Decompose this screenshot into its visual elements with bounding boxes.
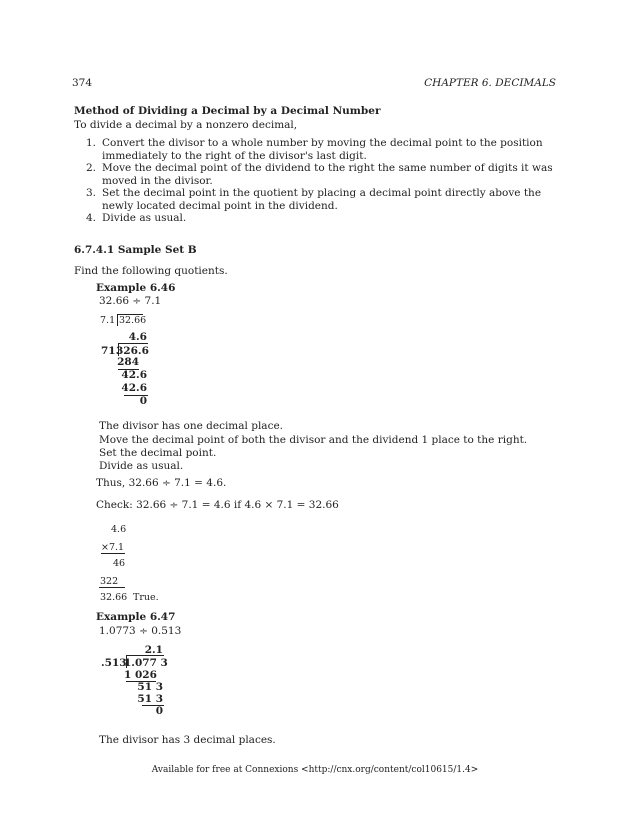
mult-b: ×7.1 xyxy=(101,542,125,553)
ex47-step2: 51 3 xyxy=(137,681,163,693)
method-step: 1. Convert the divisor to a whole number by moving the decimal point to the position immediately to the right of the divisor's last digit. xyxy=(85,137,543,162)
check-statement: Check: 32.66 ÷ 7.1 = 4.6 if 4.6 × 7.1 = 32.66 xyxy=(96,499,339,511)
example-46-title: Example 6.46 xyxy=(96,282,176,294)
note-line: Divide as usual. xyxy=(99,460,184,472)
note-line: The divisor has one decimal place. xyxy=(99,420,283,432)
mult-line2 xyxy=(99,587,125,588)
mult-p2: 322 xyxy=(100,576,119,587)
example-46-problem: 32.66 ÷ 7.1 xyxy=(99,295,162,307)
example-47-problem: 1.0773 ÷ 0.513 xyxy=(99,625,182,637)
ex47-step1: 1 026 xyxy=(124,669,157,681)
ex47-dividend: 1.077 3 xyxy=(124,657,168,669)
page-number: 374 xyxy=(72,77,93,89)
mult-p1: 46 xyxy=(113,558,126,569)
ex46-quotient: 4.6 xyxy=(128,331,147,343)
method-intro: To divide a decimal by a nonzero decimal, xyxy=(74,119,298,131)
method-step: 4. Divide as usual. xyxy=(85,212,187,224)
ex46-step2: 42.6 xyxy=(121,369,147,381)
ex46-divisor: 71. xyxy=(101,345,120,357)
ex47-step3: 51 3 xyxy=(137,693,163,705)
ex47-note: The divisor has 3 decimal places. xyxy=(99,734,276,746)
method-step: 3. Set the decimal point in the quotient by placing a decimal point directly above the newly located decimal point in the dividend. xyxy=(85,187,542,212)
note-line: Set the decimal point. xyxy=(99,447,217,459)
ex46-step1: 284 xyxy=(117,356,139,368)
method-steps xyxy=(78,137,560,225)
ex46-step3: 42.6 xyxy=(121,382,147,394)
thus-statement: Thus, 32.66 ÷ 7.1 = 4.6. xyxy=(96,477,227,489)
example-47-title: Example 6.47 xyxy=(96,611,176,623)
ex46-dividend: 326.6 xyxy=(116,345,149,357)
note-line: Move the decimal point of both the divisor and the dividend 1 place to the right. xyxy=(99,434,528,446)
setup-dividend: 32.66 xyxy=(119,315,147,326)
ex47-divisor: .513 xyxy=(101,657,127,669)
ex47-quotient: 2.1 xyxy=(144,644,163,656)
mult-line1 xyxy=(101,553,125,554)
mult-a: 4.6 xyxy=(111,524,127,535)
method-title: Method of Dividing a Decimal by a Decimal Number xyxy=(74,105,381,117)
ex46-remainder: 0 xyxy=(139,395,147,407)
mult-result: 32.66 xyxy=(100,592,128,603)
ex47-remainder: 0 xyxy=(155,705,163,717)
setup-bracket xyxy=(117,314,118,326)
setup-divisor: 7.1 xyxy=(100,315,116,326)
mult-verdict: True. xyxy=(133,592,159,603)
footer: Available for free at Connexions <http://cnx.org/content/col10615/1.4> xyxy=(151,765,479,775)
chapter-title: CHAPTER 6. DECIMALS xyxy=(424,77,556,89)
sample-set-heading: 6.7.4.1 Sample Set B xyxy=(74,244,197,256)
method-step: 2. Move the decimal point of the dividend to the right the same number of digits it was moved in the divisor. xyxy=(85,162,553,187)
sample-set-intro: Find the following quotients. xyxy=(74,265,228,277)
